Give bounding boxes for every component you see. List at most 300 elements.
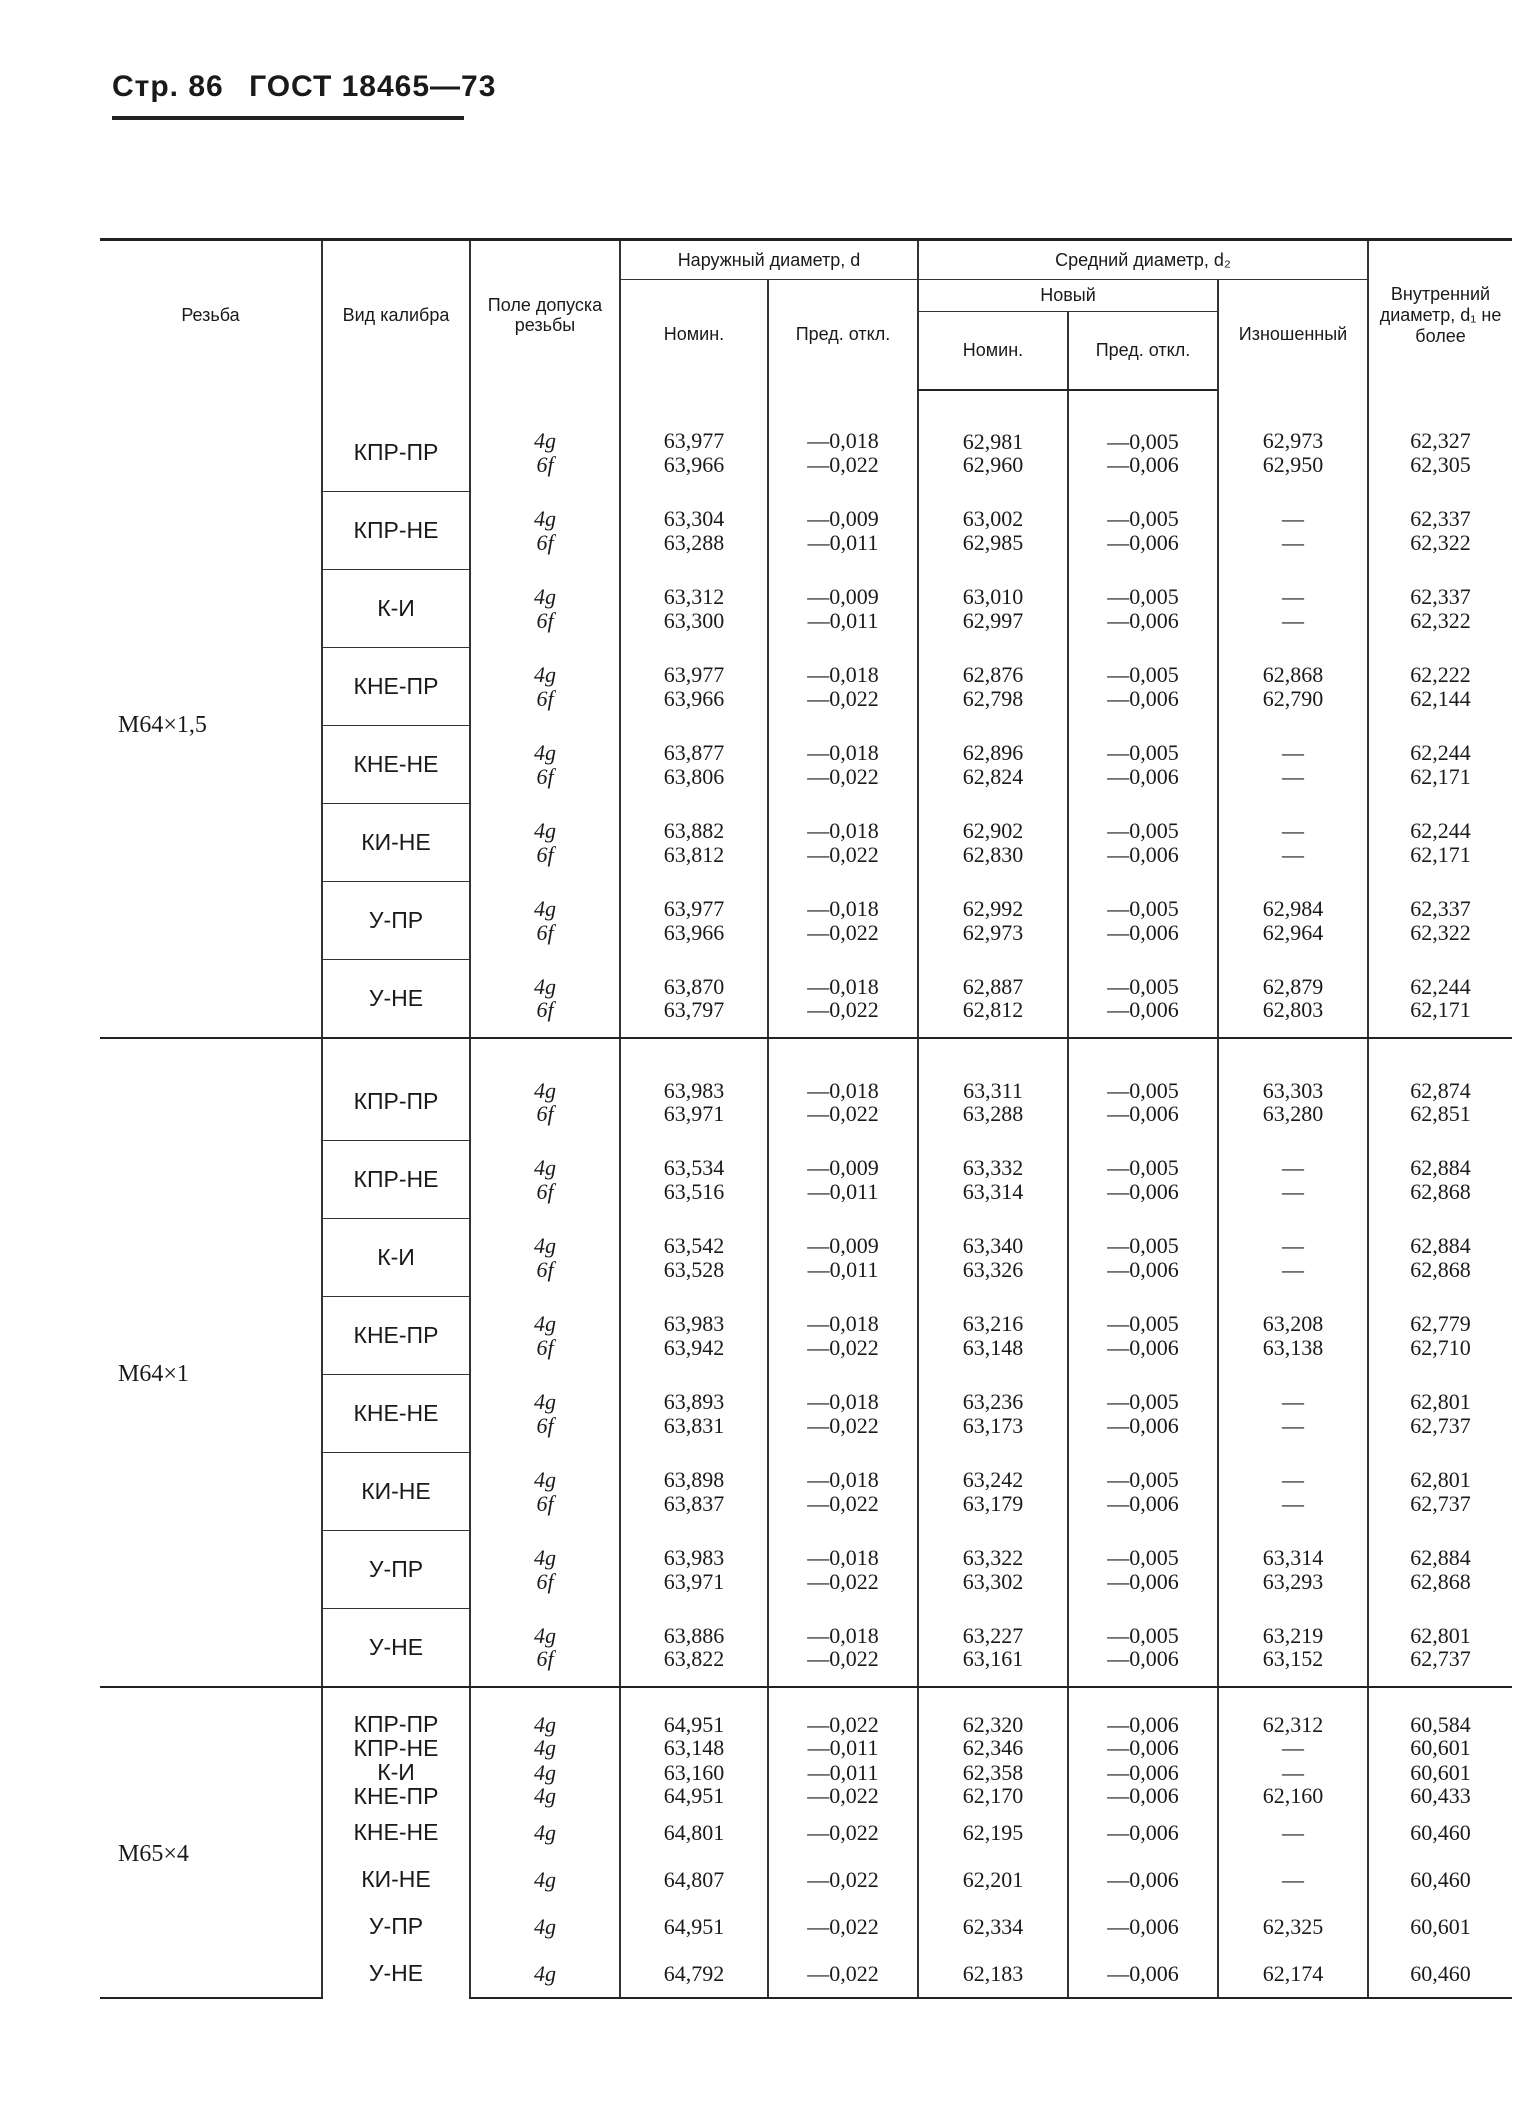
thread-gauge-table xyxy=(100,238,1512,1999)
tolerance-field-value: 4g xyxy=(534,1913,556,1939)
pitch-deviation-cell xyxy=(1068,492,1218,570)
pitch-nominal-cell xyxy=(918,1809,1068,1856)
tolerance-field-cell xyxy=(470,726,620,804)
pitch-deviation-cell xyxy=(1068,1219,1218,1297)
outer-nominal-cell xyxy=(620,1453,768,1531)
pitch-nominal-value: 62,346 xyxy=(962,1735,1024,1761)
tolerance-field-value: 4g xyxy=(534,1866,556,1892)
tolerance-field-value: 4g xyxy=(534,1077,556,1103)
inner-diameter-value: 62,868 xyxy=(1410,1568,1471,1594)
tolerance-field-value: 4g xyxy=(534,1712,556,1738)
inner-diameter-value: 62,737 xyxy=(1410,1490,1471,1516)
tolerance-field-value: 4g xyxy=(534,1311,556,1337)
outer-nominal-cell xyxy=(620,648,768,726)
pitch-worn-value: — xyxy=(1282,1735,1304,1761)
pitch-worn-value: 62,973 xyxy=(1262,428,1324,454)
outer-deviation-value: —0,009 xyxy=(807,584,879,610)
inner-diameter-cell xyxy=(1368,648,1512,726)
tolerance-field-value: 6f xyxy=(536,1568,554,1594)
pitch-deviation-value: —0,006 xyxy=(1107,763,1179,789)
pitch-deviation-value: —0,006 xyxy=(1107,1100,1179,1126)
outer-deviation-value: —0,018 xyxy=(807,1077,879,1103)
gauge-type-cell xyxy=(322,726,470,804)
outer-deviation-cell xyxy=(768,1609,918,1688)
gauge-type-value: КНЕ-НЕ xyxy=(353,751,439,778)
pitch-deviation-cell xyxy=(1068,570,1218,648)
inner-diameter-cell xyxy=(1368,1950,1512,1998)
tolerance-field-value: 6f xyxy=(536,1412,554,1438)
pitch-deviation-cell xyxy=(1068,1760,1218,1808)
outer-deviation-value: —0,022 xyxy=(807,841,879,867)
pitch-worn-value: 63,314 xyxy=(1262,1545,1324,1571)
gauge-type-cell xyxy=(322,960,470,1039)
pitch-deviation-value: —0,005 xyxy=(1107,1467,1179,1493)
pitch-deviation-value: —0,006 xyxy=(1107,1735,1179,1761)
inner-diameter-cell xyxy=(1368,1375,1512,1453)
gauge-type-value: У-ПР xyxy=(368,1556,424,1583)
pitch-worn-value: 63,293 xyxy=(1262,1568,1324,1594)
gauge-type-value: КИ-НЕ xyxy=(361,1478,431,1505)
tolerance-field-value: 4g xyxy=(534,1233,556,1259)
pitch-worn-cell xyxy=(1218,1297,1368,1375)
pitch-nominal-cell xyxy=(918,804,1068,882)
outer-deviation-value: —0,018 xyxy=(807,974,879,1000)
standard-number: ГОСТ 18465—73 xyxy=(249,70,497,103)
pitch-nominal-value: 63,242 xyxy=(962,1467,1024,1493)
tolerance-field-value: 4g xyxy=(534,1819,556,1845)
tolerance-field-value: 6f xyxy=(536,1178,554,1204)
inner-diameter-value: 62,710 xyxy=(1410,1334,1471,1360)
outer-deviation-value: —0,009 xyxy=(807,1155,879,1181)
outer-nominal-value: 63,812 xyxy=(663,841,725,867)
inner-diameter-value: 62,322 xyxy=(1410,919,1471,945)
pitch-worn-cell xyxy=(1218,1141,1368,1219)
outer-nominal-value: 63,516 xyxy=(663,1178,725,1204)
pitch-deviation-value: —0,005 xyxy=(1107,1155,1179,1181)
pitch-nominal-value: 63,002 xyxy=(962,506,1024,532)
gauge-type-value: КНЕ-ПР xyxy=(353,673,439,700)
gauge-type-cell xyxy=(322,390,470,492)
outer-deviation-cell xyxy=(768,1809,918,1856)
table-row xyxy=(100,1038,1512,1141)
inner-diameter-cell xyxy=(1368,570,1512,648)
outer-nominal-value: 63,966 xyxy=(663,451,725,477)
inner-diameter-value: 62,327 xyxy=(1410,428,1471,454)
outer-nominal-cell xyxy=(620,1219,768,1297)
gauge-type-cell xyxy=(322,1375,470,1453)
outer-nominal-cell xyxy=(620,1856,768,1903)
pitch-worn-cell xyxy=(1218,1038,1368,1141)
outer-deviation-value: —0,018 xyxy=(807,1311,879,1337)
tolerance-field-value: 6f xyxy=(536,997,554,1023)
tolerance-field-cell xyxy=(470,1687,620,1760)
outer-deviation-value: —0,022 xyxy=(807,1568,879,1594)
pitch-worn-cell xyxy=(1218,570,1368,648)
pitch-worn-cell xyxy=(1218,1950,1368,1998)
pitch-deviation-value: —0,006 xyxy=(1107,529,1179,555)
tolerance-field-value: 6f xyxy=(536,841,554,867)
pitch-deviation-cell xyxy=(1068,1856,1218,1903)
gauge-type-cell xyxy=(322,570,470,648)
outer-nominal-value: 63,148 xyxy=(663,1735,725,1761)
inner-diameter-value: 62,144 xyxy=(1410,685,1471,711)
pitch-nominal-cell xyxy=(918,648,1068,726)
gauge-type-cell xyxy=(322,1856,470,1903)
col-thread: Резьба xyxy=(100,240,322,390)
pitch-nominal-value: 62,960 xyxy=(962,452,1024,477)
col-pitch-diameter: Средний диаметр, d₂ xyxy=(918,240,1368,280)
col-tolerance-field: Поле допуска резьбы xyxy=(470,240,620,390)
gauge-type-value: КИ-НЕ xyxy=(361,1865,431,1892)
outer-nominal-value: 63,966 xyxy=(663,685,725,711)
outer-deviation-value: —0,011 xyxy=(807,529,879,555)
pitch-deviation-value: —0,005 xyxy=(1107,974,1179,1000)
tolerance-field-value: 4g xyxy=(534,1155,556,1181)
pitch-worn-value: — xyxy=(1282,1467,1304,1493)
tolerance-field-value: 6f xyxy=(536,1256,554,1282)
pitch-deviation-cell xyxy=(1068,1903,1218,1950)
outer-nominal-cell xyxy=(620,492,768,570)
gauge-type-cell xyxy=(322,882,470,960)
pitch-nominal-value: 63,179 xyxy=(962,1490,1024,1516)
pitch-worn-value: — xyxy=(1282,763,1304,789)
tolerance-field-value: 4g xyxy=(534,818,556,844)
table-row xyxy=(100,1687,1512,1760)
pitch-deviation-cell xyxy=(1068,1531,1218,1609)
inner-diameter-cell xyxy=(1368,1453,1512,1531)
pitch-deviation-value: —0,005 xyxy=(1107,1077,1179,1103)
inner-diameter-value: 62,868 xyxy=(1410,1256,1471,1282)
tolerance-field-value: 4g xyxy=(534,974,556,1000)
pitch-deviation-value: —0,006 xyxy=(1107,452,1179,477)
inner-diameter-value: 62,322 xyxy=(1410,607,1471,633)
inner-diameter-value: 60,601 xyxy=(1410,1913,1471,1939)
pitch-worn-value: — xyxy=(1282,1760,1304,1786)
pitch-worn-cell xyxy=(1218,882,1368,960)
pitch-deviation-value: —0,006 xyxy=(1107,685,1179,711)
outer-deviation-value: —0,018 xyxy=(807,1467,879,1493)
tolerance-field-cell xyxy=(470,1760,620,1808)
pitch-worn-value: — xyxy=(1282,584,1304,610)
pitch-worn-value: — xyxy=(1282,1256,1304,1282)
pitch-deviation-value: —0,005 xyxy=(1107,1545,1179,1571)
tolerance-field-cell xyxy=(470,1038,620,1141)
outer-deviation-value: —0,022 xyxy=(807,1646,879,1672)
pitch-deviation-value: —0,006 xyxy=(1107,841,1179,867)
outer-nominal-value: 64,807 xyxy=(663,1866,725,1892)
outer-nominal-cell xyxy=(620,1141,768,1219)
inner-diameter-value: 62,874 xyxy=(1410,1077,1471,1103)
col-d-deviation: Пред. откл. xyxy=(768,280,918,390)
outer-nominal-value: 63,837 xyxy=(663,1490,725,1516)
pitch-nominal-value: 63,236 xyxy=(962,1389,1024,1415)
pitch-nominal-value: 63,173 xyxy=(962,1412,1024,1438)
pitch-worn-cell xyxy=(1218,804,1368,882)
tolerance-field-value: 4g xyxy=(534,584,556,610)
pitch-deviation-cell xyxy=(1068,648,1218,726)
inner-diameter-cell xyxy=(1368,804,1512,882)
pitch-worn-cell xyxy=(1218,726,1368,804)
pitch-worn-cell xyxy=(1218,1809,1368,1856)
outer-deviation-value: —0,011 xyxy=(807,1178,879,1204)
tolerance-field-value: 4g xyxy=(534,662,556,688)
outer-deviation-value: —0,011 xyxy=(807,1760,879,1786)
pitch-worn-value: — xyxy=(1282,506,1304,532)
gauge-type-value: У-ПР xyxy=(368,1912,424,1939)
outer-nominal-cell xyxy=(620,1531,768,1609)
gauge-type-cell xyxy=(322,1219,470,1297)
table-body xyxy=(100,390,1512,1998)
inner-diameter-value: 62,884 xyxy=(1410,1233,1471,1259)
pitch-nominal-value: 62,887 xyxy=(962,974,1024,1000)
outer-nominal-cell xyxy=(620,726,768,804)
outer-deviation-value: —0,018 xyxy=(807,428,879,454)
pitch-nominal-value: 63,314 xyxy=(962,1178,1024,1204)
inner-diameter-value: 62,322 xyxy=(1410,529,1471,555)
pitch-nominal-cell xyxy=(918,1141,1068,1219)
outer-deviation-value: —0,018 xyxy=(807,818,879,844)
pitch-deviation-cell xyxy=(1068,1609,1218,1688)
outer-deviation-value: —0,022 xyxy=(807,1960,879,1986)
outer-nominal-cell xyxy=(620,1038,768,1141)
outer-deviation-value: —0,022 xyxy=(807,919,879,945)
inner-diameter-value: 62,801 xyxy=(1410,1467,1471,1493)
pitch-worn-cell xyxy=(1218,1531,1368,1609)
gauge-type-value: КПР-НЕ xyxy=(353,1166,439,1193)
outer-deviation-cell xyxy=(768,390,918,492)
pitch-nominal-cell xyxy=(918,882,1068,960)
outer-deviation-cell xyxy=(768,1219,918,1297)
outer-nominal-value: 63,983 xyxy=(663,1311,725,1337)
tolerance-field-cell xyxy=(470,1809,620,1856)
outer-deviation-value: —0,022 xyxy=(807,451,879,477)
outer-deviation-cell xyxy=(768,1038,918,1141)
outer-nominal-value: 63,542 xyxy=(663,1233,725,1259)
inner-diameter-value: 62,171 xyxy=(1410,997,1471,1023)
outer-nominal-cell xyxy=(620,1609,768,1688)
tolerance-field-cell xyxy=(470,960,620,1039)
outer-nominal-value: 63,898 xyxy=(663,1467,725,1493)
pitch-nominal-value: 62,973 xyxy=(962,919,1024,945)
pitch-nominal-value: 62,320 xyxy=(962,1712,1024,1738)
pitch-deviation-value: —0,006 xyxy=(1107,1783,1179,1809)
gauge-type-value: У-НЕ xyxy=(368,1960,424,1987)
pitch-nominal-value: 62,876 xyxy=(962,662,1024,688)
tolerance-field-value: 6f xyxy=(536,1646,554,1672)
inner-diameter-value: 62,801 xyxy=(1410,1623,1471,1649)
outer-nominal-value: 64,951 xyxy=(663,1783,725,1809)
gauge-type-cell xyxy=(322,1687,470,1760)
pitch-deviation-value: —0,006 xyxy=(1107,1819,1179,1845)
gauge-type-cell xyxy=(322,1950,470,1998)
pitch-nominal-cell xyxy=(918,1856,1068,1903)
outer-nominal-value: 64,801 xyxy=(663,1819,725,1845)
outer-nominal-value: 63,971 xyxy=(663,1100,725,1126)
outer-deviation-cell xyxy=(768,804,918,882)
outer-deviation-value: —0,018 xyxy=(807,1545,879,1571)
inner-diameter-value: 60,584 xyxy=(1410,1712,1471,1738)
pitch-deviation-value: —0,005 xyxy=(1107,1311,1179,1337)
outer-nominal-cell xyxy=(620,1760,768,1808)
pitch-worn-value: 62,879 xyxy=(1262,974,1324,1000)
pitch-worn-value: — xyxy=(1282,607,1304,633)
gauge-type-value: КПР-ПР xyxy=(353,439,439,466)
gauge-type-value: КНЕ-ПР xyxy=(353,1783,439,1810)
tolerance-field-value: 4g xyxy=(534,428,556,454)
pitch-nominal-value: 62,334 xyxy=(962,1913,1024,1939)
pitch-worn-value: 63,138 xyxy=(1262,1334,1324,1360)
pitch-worn-value: — xyxy=(1282,1178,1304,1204)
table-header xyxy=(100,240,1512,390)
outer-nominal-cell xyxy=(620,570,768,648)
pitch-deviation-value: —0,006 xyxy=(1107,997,1179,1023)
pitch-nominal-cell xyxy=(918,1375,1068,1453)
tolerance-field-cell xyxy=(470,492,620,570)
tolerance-field-value: 6f xyxy=(536,919,554,945)
pitch-worn-value: — xyxy=(1282,1866,1304,1892)
outer-deviation-value: —0,018 xyxy=(807,896,879,922)
col-d2-nominal: Номин. xyxy=(918,312,1068,390)
pitch-nominal-value: 62,985 xyxy=(962,529,1024,555)
col-d2-deviation: Пред. откл. xyxy=(1068,312,1218,390)
gauge-type-value: К-И xyxy=(377,1244,415,1271)
outer-nominal-value: 63,831 xyxy=(663,1412,725,1438)
tolerance-field-cell xyxy=(470,570,620,648)
pitch-nominal-value: 63,302 xyxy=(962,1568,1024,1594)
pitch-worn-value: 62,964 xyxy=(1262,919,1324,945)
pitch-worn-value: 62,325 xyxy=(1262,1913,1324,1939)
pitch-worn-cell xyxy=(1218,492,1368,570)
thread-size: М65×4 xyxy=(100,1687,322,1998)
pitch-deviation-cell xyxy=(1068,882,1218,960)
outer-deviation-value: —0,018 xyxy=(807,740,879,766)
pitch-nominal-cell xyxy=(918,390,1068,492)
outer-nominal-value: 63,886 xyxy=(663,1623,725,1649)
gauge-type-value: КПР-НЕ xyxy=(353,1735,439,1762)
tolerance-field-cell xyxy=(470,648,620,726)
pitch-deviation-value: —0,006 xyxy=(1107,1256,1179,1282)
outer-nominal-value: 63,977 xyxy=(663,896,725,922)
pitch-worn-value: 63,303 xyxy=(1262,1077,1324,1103)
pitch-worn-value: — xyxy=(1282,1819,1304,1845)
pitch-deviation-value: —0,006 xyxy=(1107,1334,1179,1360)
pitch-worn-value: 63,152 xyxy=(1262,1646,1324,1672)
gauge-type-cell xyxy=(322,804,470,882)
outer-deviation-value: —0,022 xyxy=(807,1490,879,1516)
gauge-type-value: У-НЕ xyxy=(368,985,424,1012)
outer-nominal-cell xyxy=(620,1375,768,1453)
outer-deviation-cell xyxy=(768,1950,918,1998)
pitch-worn-cell xyxy=(1218,390,1368,492)
outer-nominal-value: 63,528 xyxy=(663,1256,725,1282)
outer-nominal-value: 63,983 xyxy=(663,1545,725,1571)
col-inner-diameter: Внутренний диаметр, d₁ не более xyxy=(1368,240,1512,390)
gauge-type-cell xyxy=(322,1760,470,1808)
pitch-nominal-value: 62,201 xyxy=(962,1866,1024,1892)
pitch-nominal-value: 63,340 xyxy=(962,1233,1024,1259)
gauge-type-value: К-И xyxy=(377,595,415,622)
tolerance-field-value: 6f xyxy=(536,685,554,711)
inner-diameter-value: 62,779 xyxy=(1410,1311,1471,1337)
thread-size: М64×1 xyxy=(100,1038,322,1687)
page-label: Стр. 86 xyxy=(112,70,224,103)
pitch-nominal-value: 62,981 xyxy=(962,428,1024,454)
pitch-deviation-value: —0,005 xyxy=(1107,740,1179,766)
pitch-worn-cell xyxy=(1218,648,1368,726)
inner-diameter-value: 62,244 xyxy=(1410,974,1471,1000)
tolerance-field-value: 4g xyxy=(534,896,556,922)
pitch-nominal-cell xyxy=(918,1219,1068,1297)
outer-nominal-value: 64,951 xyxy=(663,1712,725,1738)
pitch-nominal-cell xyxy=(918,1531,1068,1609)
gauge-type-cell xyxy=(322,1453,470,1531)
gauge-type-value: КИ-НЕ xyxy=(361,829,431,856)
outer-deviation-cell xyxy=(768,648,918,726)
pitch-nominal-value: 63,332 xyxy=(962,1155,1024,1181)
inner-diameter-value: 62,222 xyxy=(1410,662,1471,688)
pitch-worn-cell xyxy=(1218,1609,1368,1688)
pitch-deviation-cell xyxy=(1068,726,1218,804)
tolerance-field-cell xyxy=(470,1903,620,1950)
inner-diameter-value: 62,171 xyxy=(1410,841,1471,867)
pitch-deviation-cell xyxy=(1068,960,1218,1039)
tolerance-field-value: 6f xyxy=(536,763,554,789)
pitch-deviation-value: —0,006 xyxy=(1107,1178,1179,1204)
outer-nominal-cell xyxy=(620,960,768,1039)
outer-nominal-cell xyxy=(620,804,768,882)
outer-deviation-value: —0,018 xyxy=(807,662,879,688)
inner-diameter-value: 62,171 xyxy=(1410,763,1471,789)
outer-deviation-value: —0,009 xyxy=(807,1233,879,1259)
tolerance-field-value: 4g xyxy=(534,1960,556,1986)
pitch-worn-value: 62,312 xyxy=(1262,1712,1324,1738)
tolerance-field-cell xyxy=(470,1141,620,1219)
outer-deviation-cell xyxy=(768,882,918,960)
outer-nominal-value: 63,534 xyxy=(663,1155,725,1181)
pitch-worn-value: 62,790 xyxy=(1262,685,1324,711)
pitch-nominal-value: 62,798 xyxy=(962,685,1024,711)
outer-deviation-value: —0,022 xyxy=(807,685,879,711)
inner-diameter-value: 60,433 xyxy=(1410,1783,1471,1809)
col-outer-diameter: Наружный диаметр, d xyxy=(620,240,918,280)
pitch-worn-value: — xyxy=(1282,1389,1304,1415)
pitch-deviation-value: —0,006 xyxy=(1107,1913,1179,1939)
outer-nominal-cell xyxy=(620,1903,768,1950)
pitch-worn-value: 63,208 xyxy=(1262,1311,1324,1337)
gauge-type-cell xyxy=(322,1903,470,1950)
pitch-deviation-value: —0,005 xyxy=(1107,818,1179,844)
outer-deviation-value: —0,011 xyxy=(807,1735,879,1761)
pitch-worn-cell xyxy=(1218,1760,1368,1808)
tolerance-field-value: 4g xyxy=(534,1623,556,1649)
pitch-worn-cell xyxy=(1218,1856,1368,1903)
inner-diameter-value: 62,337 xyxy=(1410,584,1471,610)
pitch-deviation-cell xyxy=(1068,1687,1218,1760)
gauge-type-cell xyxy=(322,492,470,570)
tolerance-field-value: 4g xyxy=(534,1760,556,1786)
gauge-type-value: У-НЕ xyxy=(368,1634,424,1661)
pitch-deviation-cell xyxy=(1068,804,1218,882)
gauge-type-value: У-ПР xyxy=(368,907,424,934)
gauge-type-value: КПР-ПР xyxy=(353,1088,439,1115)
inner-diameter-cell xyxy=(1368,1760,1512,1808)
pitch-nominal-value: 62,992 xyxy=(962,896,1024,922)
pitch-deviation-value: —0,006 xyxy=(1107,1646,1179,1672)
pitch-worn-value: — xyxy=(1282,1233,1304,1259)
outer-deviation-value: —0,011 xyxy=(807,607,879,633)
pitch-worn-value: 62,950 xyxy=(1262,451,1324,477)
page-header xyxy=(112,70,512,104)
